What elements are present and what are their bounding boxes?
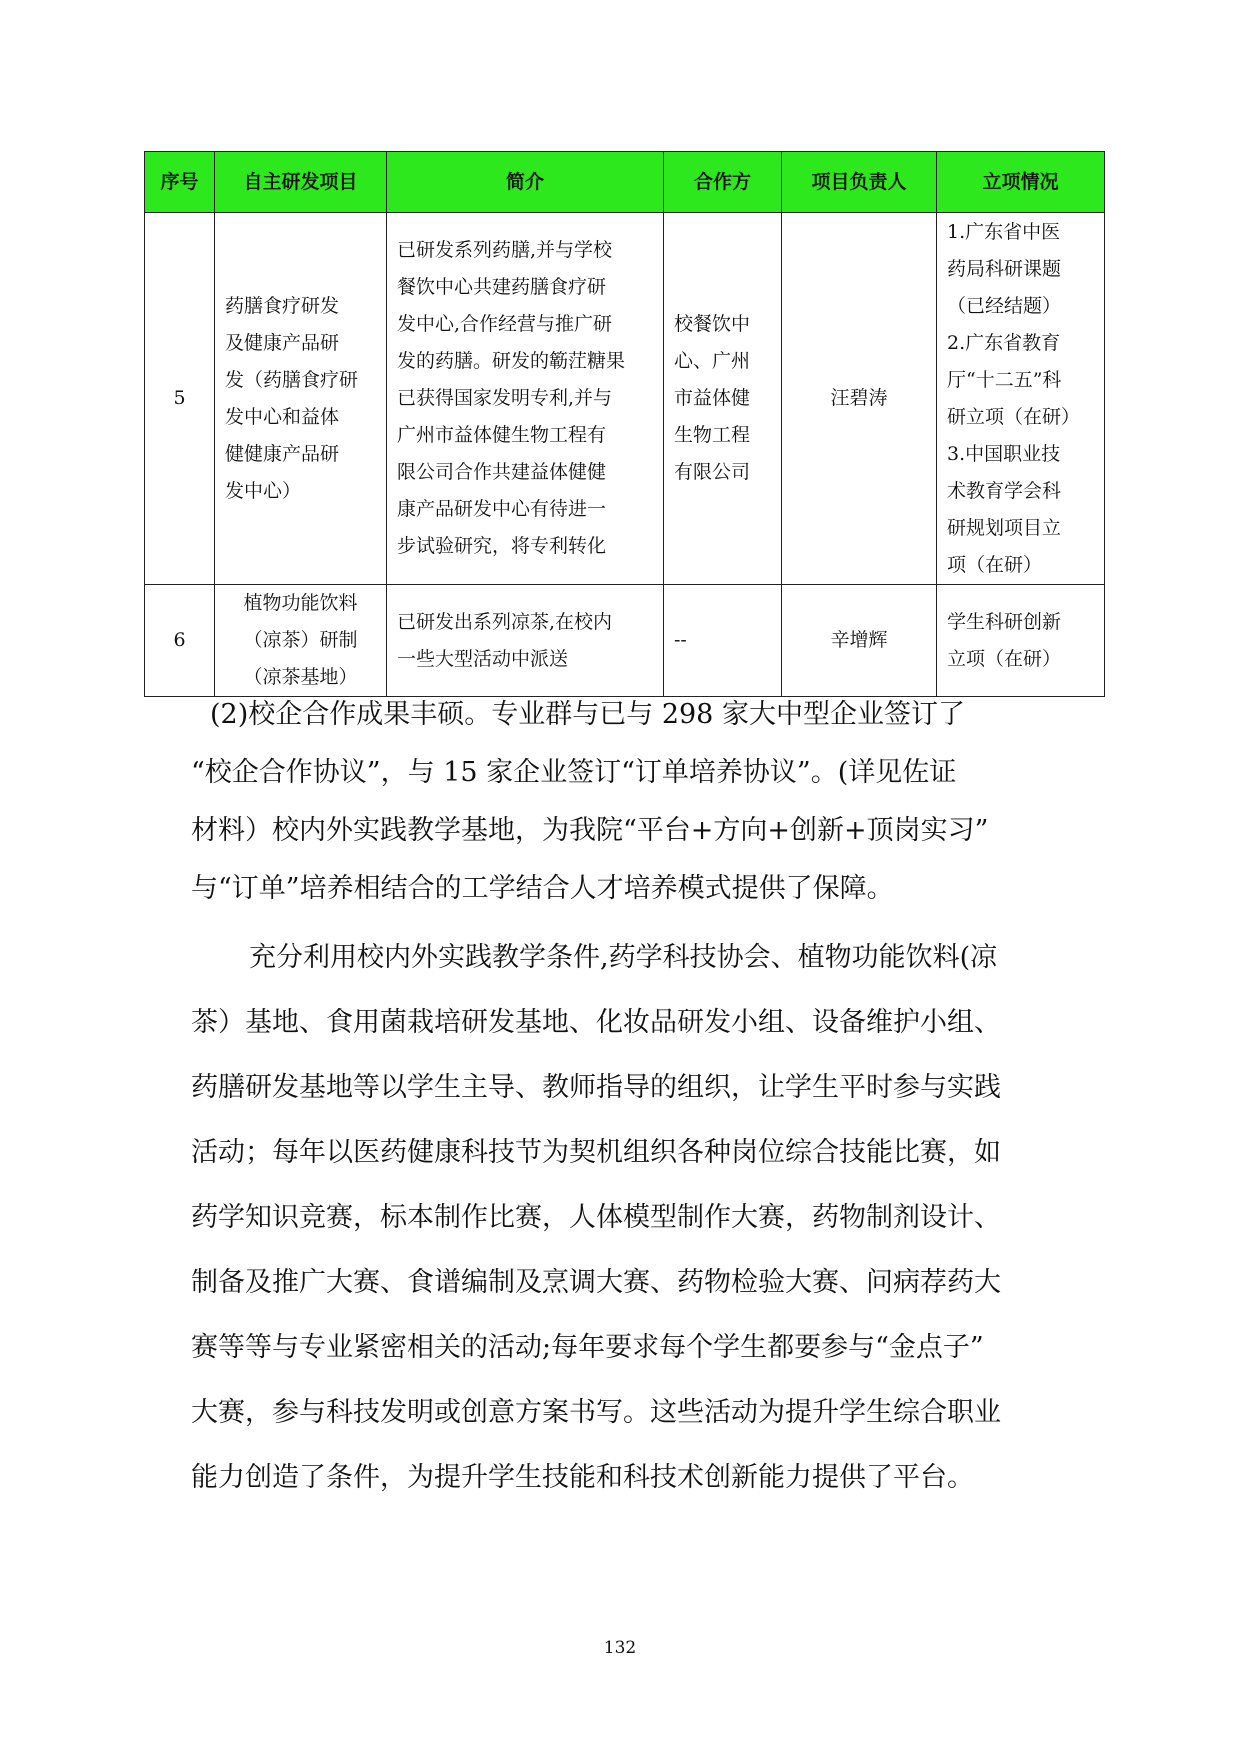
cell-status: 1.广东省中医 药局科研课题 （已经结题） 2.广东省教育 厅“十二五”科 研立项（在研） 3.中国职业技 术教育学会科 研规划项目立 项（在研） bbox=[937, 213, 1105, 585]
cell-no: 5 bbox=[145, 213, 215, 585]
page-number: 132 bbox=[603, 1638, 637, 1658]
header-partner: 合作方 bbox=[664, 152, 782, 213]
header-status: 立项情况 bbox=[937, 152, 1105, 213]
table-row bbox=[145, 585, 1105, 697]
cell-project: 植物功能饮料 （凉茶）研制 （凉茶基地） bbox=[215, 585, 387, 697]
cell-leader: 辛增辉 bbox=[782, 585, 937, 697]
header-intro: 简介 bbox=[387, 152, 664, 213]
paragraph-cooperation: (2)校企合作成果丰硕。专业群与已与 298 家大中型企业签订了 “校企合作协议”，与 15 家企业签订“订单培养协议”。(详见佐证 材料）校内外实践教学基地，为我院“平台+方向+创新+顶岗实习” 与“订单”培养相结合的工学结合人才培养模式提供了保障。 bbox=[191, 699, 989, 904]
header-project: 自主研发项目 bbox=[215, 152, 387, 213]
cell-partner: -- bbox=[664, 585, 782, 697]
cell-leader: 汪碧涛 bbox=[782, 213, 937, 585]
cell-status: 学生科研创新 立项（在研） bbox=[937, 585, 1105, 697]
cell-no: 6 bbox=[145, 585, 215, 697]
cell-intro: 已研发出系列凉茶,在校内 一些大型活动中派送 bbox=[387, 585, 664, 697]
research-projects-table bbox=[144, 151, 1105, 697]
header-no: 序号 bbox=[145, 152, 215, 213]
cell-project: 药膳食疗研发 及健康产品研 发（药膳食疗研 发中心和益体 健健康产品研 发中心） bbox=[215, 213, 387, 585]
paragraph-practice: 充分利用校内外实践教学条件,药学科技协会、植物功能饮料(凉 茶）基地、食用菌栽培研发基地、化妆品研发小组、设备维护小组、 药膳研发基地等以学生主导、教师指导的组织，让学生平时参与实践 活动；每年以医药健康科技节为契机组织各种岗位综合技能比赛，如 药学知识竞赛，标本制作比赛，人体模型制作大赛，药物制剂设计、 制备及推广大赛、食谱编制及烹调大赛、药物检验大赛、问病荐药大 赛等等与专业紧密相关的活动;每年要求每个学生都要参与“金点子” 大赛，参与科技发明或创意方案书写。这些活动为提升学生综合职业 能力创造了条件，为提升学生技能和科技术创新能力提供了平台。 bbox=[191, 942, 1001, 1493]
table-row bbox=[145, 213, 1105, 585]
header-leader: 项目负责人 bbox=[782, 152, 937, 213]
cell-partner: 校餐饮中 心、广州 市益体健 生物工程 有限公司 bbox=[664, 213, 782, 585]
cell-intro: 已研发系列药膳,并与学校 餐饮中心共建药膳食疗研 发中心,合作经营与推广研 发的药膳。研发的簕茳糖果 已获得国家发明专利,并与 广州市益体健生物工程有 限公司合作共建益体健健 康产品研发中心有待进一 步试验研究，将专利转化 bbox=[387, 213, 664, 585]
table-header-row bbox=[145, 152, 1105, 213]
